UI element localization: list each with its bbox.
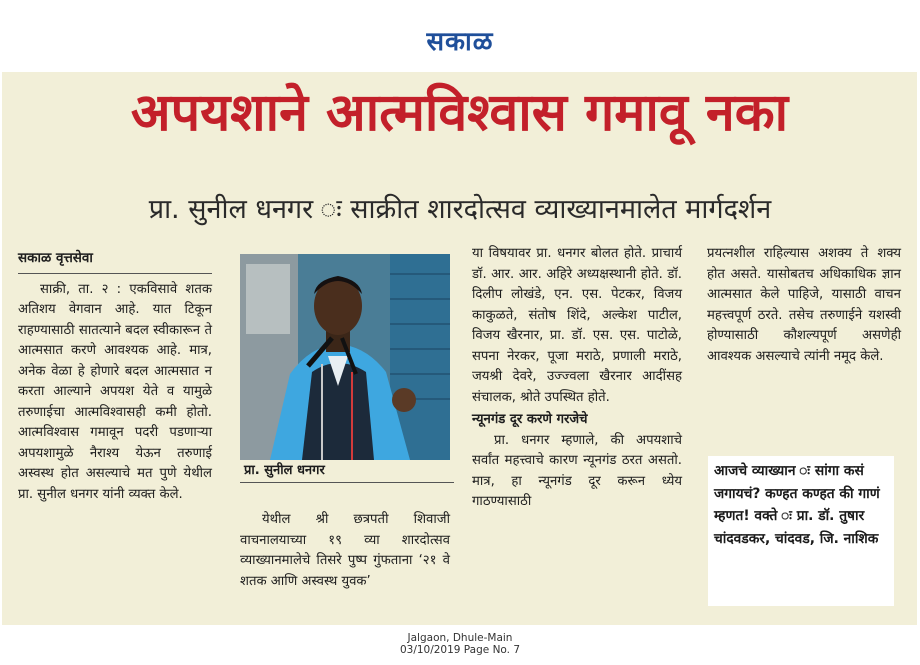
speaker-photo-illustration [240, 254, 450, 460]
date-page-label: 03/10/2019 Page No. 7 [399, 644, 521, 656]
article-paragraph: येथील श्री छत्रपती शिवाजी वाचनालयाच्या १९ व्या शारदोत्सव व्याख्यानमालेचे तिसरे पुष्प गुंफताना ‘२१ वे शतक आणि अस्वस्थ युवक’ [240, 512, 450, 589]
article-column-1 [18, 248, 212, 505]
photo-caption: प्रा. सुनील धनगर [240, 460, 454, 483]
newspaper-masthead: सकाळ [426, 27, 494, 57]
article-headline: अपयशाने आत्मविश्वास गमावू नका [130, 83, 789, 143]
article-paragraph: साक्री, ता. २ : एकविसावे शतक अतिशय वेगवान आहे. यात टिकून राहण्यासाठी सातत्याने बदल स्वीकारून ते आत्मसात करणे आवश्यक आहे. मात्र, अनेक वेळा हे होणारे बदल आत्मसात न करता आल्याने अपयश येते व यामुळे तरुणाईचा आत्मविश्वासही कमी होतो. आत्मविश्वास गमावून पदरी पडणाऱ्या अपयशामुळे नैराश्य येऊन तरुणाई अस्वस्थ होत असल्याचे मत पुणे येथील प्रा. सुनील धनगर यांनी व्यक्त केले. [18, 281, 212, 502]
article-subheadline: प्रा. सुनील धनगर ः साक्रीत शारदोत्सव व्याख्यानमालेत मार्गदर्शन [148, 194, 772, 225]
article-paragraph: प्रा. धनगर म्हणाले, की अपयशाचे सर्वांत महत्त्वाचे कारण न्यूनगंड ठरत असतो. मात्र, हा न्यूनगंड दूर करून ध्येय गाठण्यासाठी [472, 432, 682, 509]
article-column-2 [240, 510, 450, 592]
speaker-photo [240, 254, 450, 460]
article-column-4 [707, 244, 901, 367]
byline: सकाळ वृत्तसेवा [18, 248, 212, 274]
lecture-info-box: आजचे व्याख्यान ः सांगा कसं जगायचं? कण्हत कण्हत की गाणं म्हणत! वक्ते ः प्रा. डॉ. तुषार चांदवडकर, चांदवड, जि. नाशिक [708, 456, 894, 606]
page-footer [0, 632, 920, 656]
news-clipping [2, 72, 917, 625]
article-paragraph: या विषयावर प्रा. धनगर बोलत होते. प्राचार्य डॉ. आर. आर. अहिरे अध्यक्षस्थानी होते. डॉ. दिलीप लोखंडे, एन. एस. पेटकर, विजय काकुळते, संतोष शिंदे, अल्केश पाटील, विजय खैरनार, प्रा. डॉ. एस. एस. पाटोळे, सपना नेरकर, पूजा मराठे, प्रणाली मराठे, जयश्री देवरे, उज्ज्वला खैरनार आदींसह संचालक, श्रोते उपस्थित होते. [472, 246, 682, 405]
edition-label: Jalgaon, Dhule-Main [407, 632, 513, 644]
section-subheading: न्यूनगंड दूर करणे गरजेचे [472, 412, 588, 427]
article-column-3 [472, 244, 682, 513]
article-paragraph: प्रयत्नशील राहिल्यास अशक्य ते शक्य होत असते. यासोबतच अधिकाधिक ज्ञान आत्मसात केले पाहिजे, यासाठी वाचन महत्त्वपूर्ण ठरते. तसेच तरुणाईने यशस्वी होण्यासाठी कौशल्यपूर्ण असणेही आवश्यक असल्याचे त्यांनी नमूद केले. [707, 246, 901, 364]
